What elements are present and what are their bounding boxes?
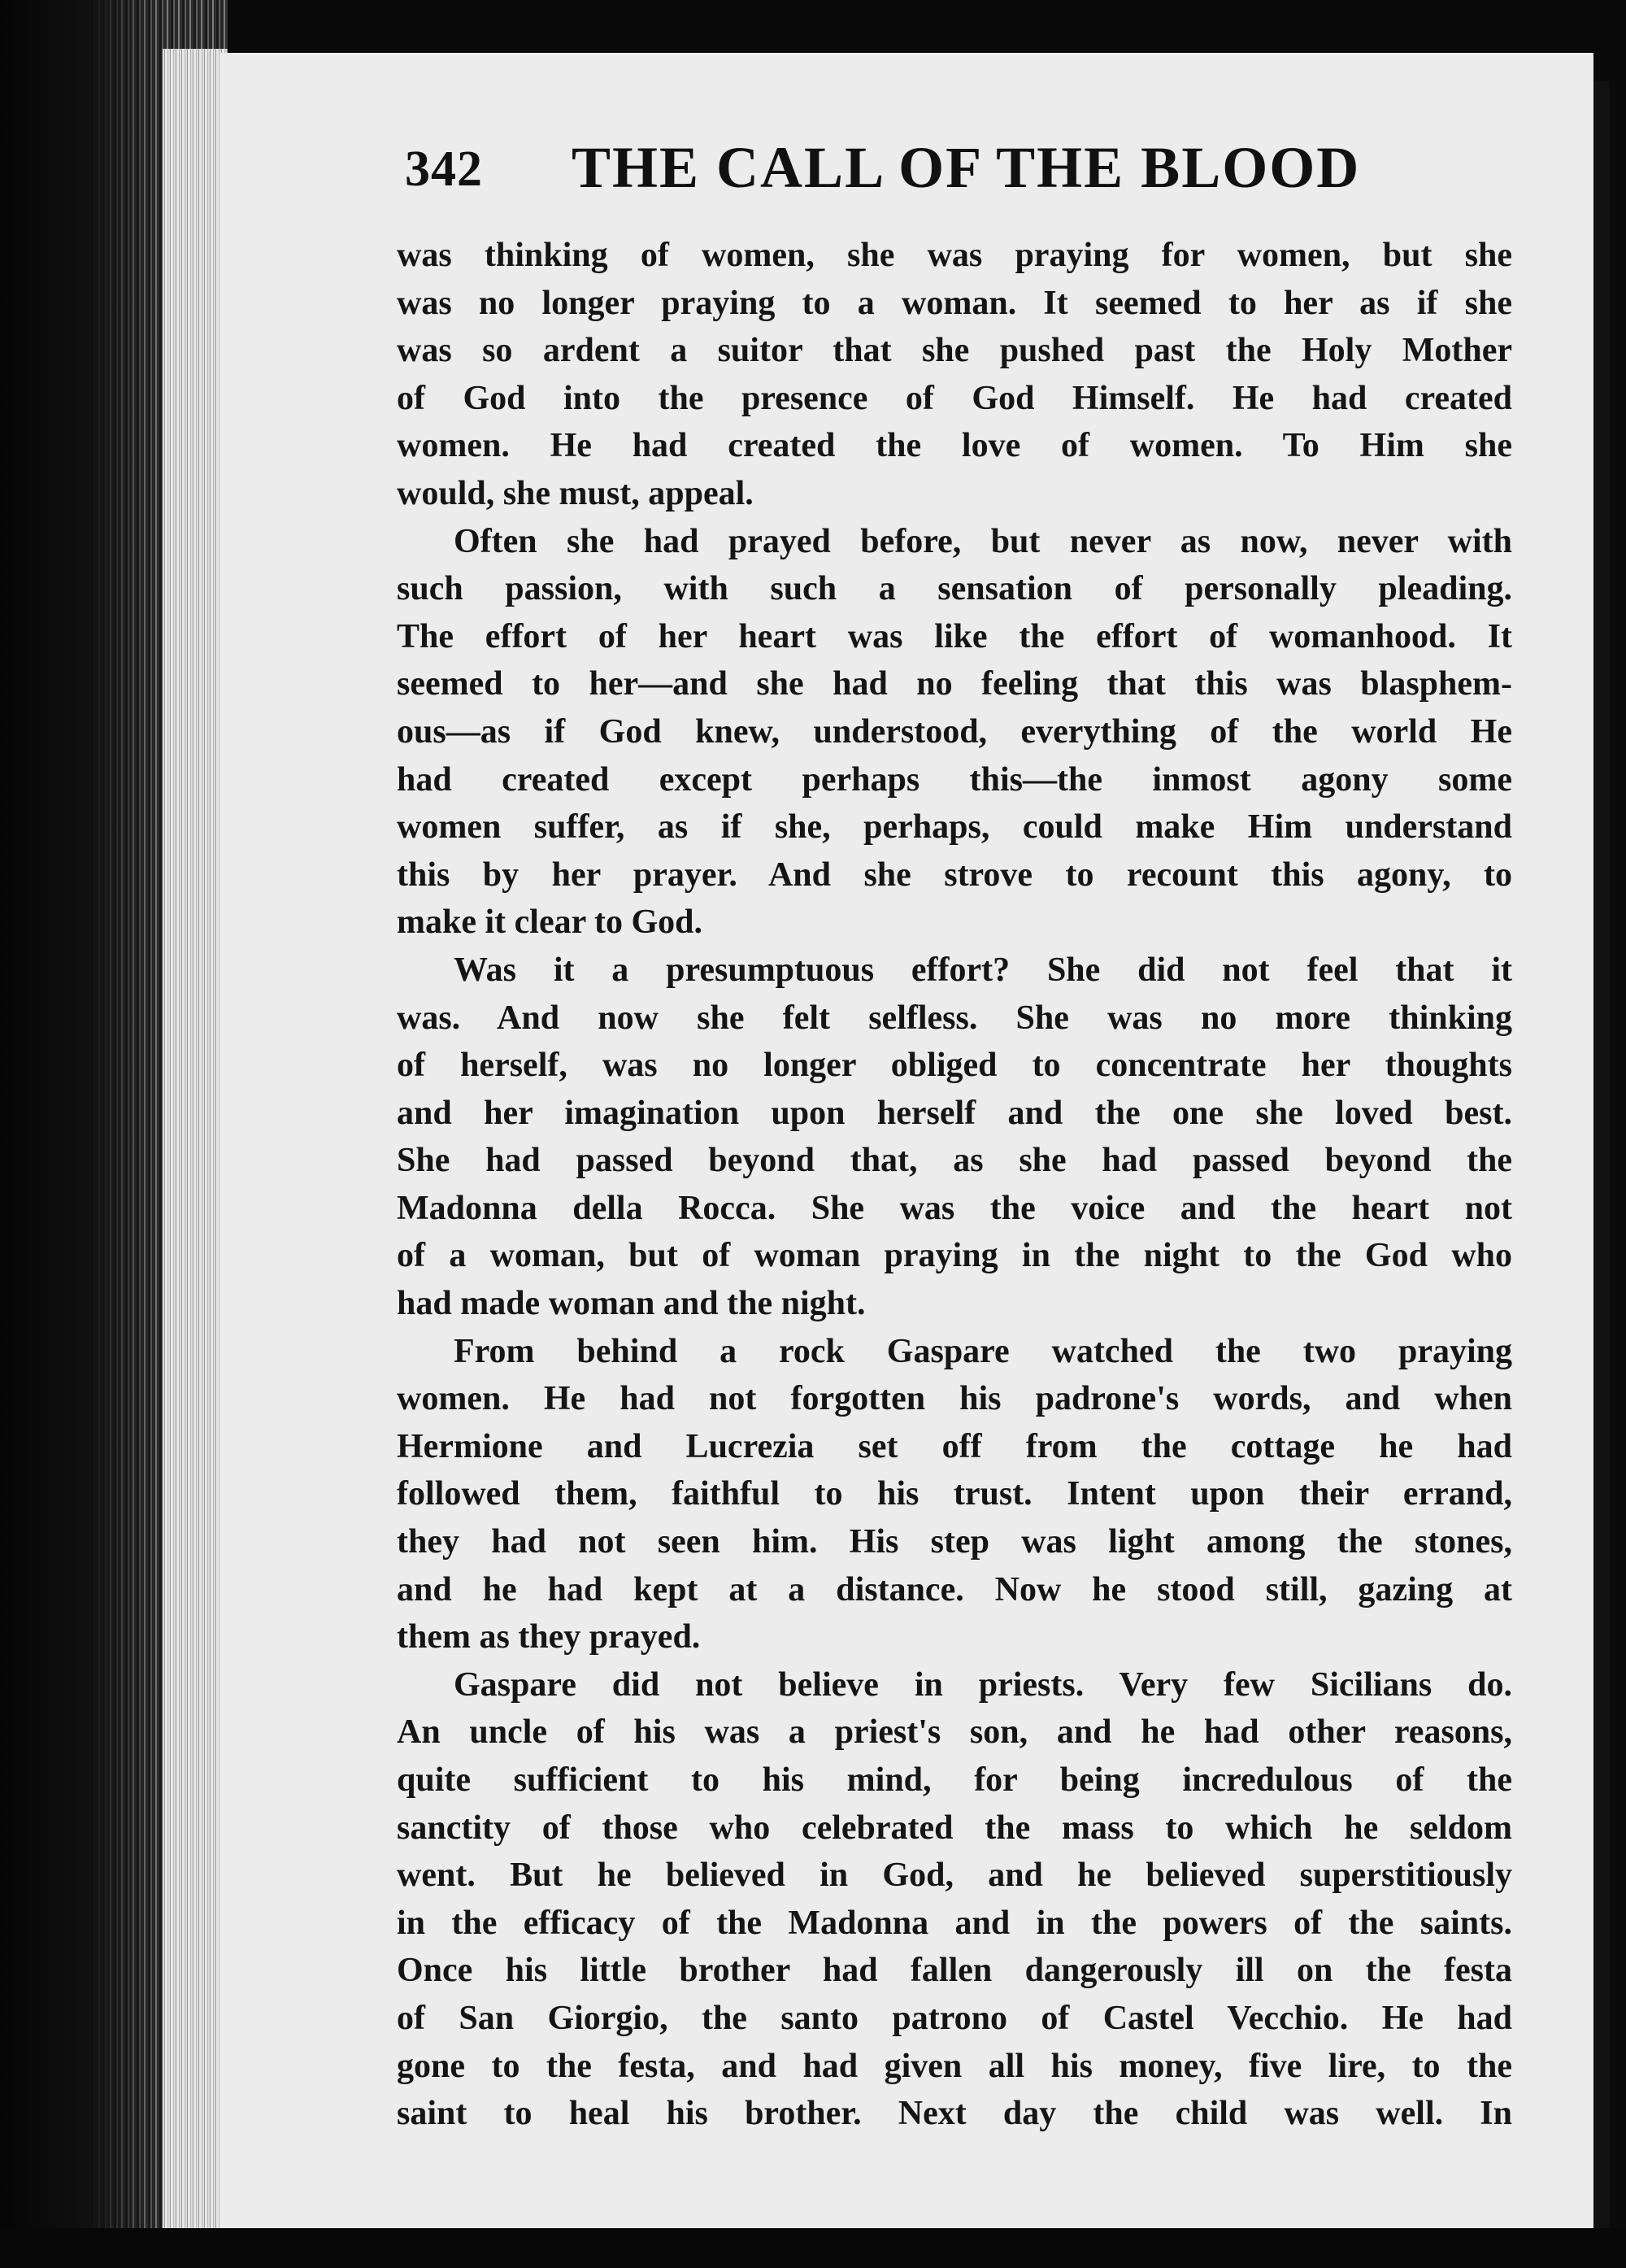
page-number: 342 [405,141,483,197]
text-line: The effort of her heart was like the effort of womanhood. It [397,617,1512,655]
text-line: saint to heal his brother. Next day the child was well. In [397,2095,1512,2133]
text-line: was. And now she felt selfless. She was no more thinking [397,999,1512,1037]
body-text [397,232,1512,2138]
text-line: Once his little brother had fallen dangerously ill on the festa [397,1952,1512,1990]
text-line: was no longer praying to a woman. It seemed to her as if she [397,284,1512,322]
text-line: this by her prayer. And she strove to recount this agony, to [397,855,1512,894]
page-header [405,134,1527,207]
text-line: in the efficacy of the Madonna and in the powers of the saints. [397,1904,1512,1942]
text-line: they had not seen him. His step was light among the stones, [397,1523,1512,1561]
text-line: would, she must, appeal. [397,474,754,512]
text-line: such passion, with such a sensation of personally pleading. [397,570,1512,608]
text-line: make it clear to God. [397,903,702,942]
text-line: ous—as if God knew, understood, everything of the world He [397,712,1512,751]
text-line: She had passed beyond that, as she had passed beyond the [397,1142,1512,1180]
text-line: followed them, faithful to his trust. Intent upon their errand, [397,1475,1512,1513]
page-edges [163,49,228,2228]
text-line: of a woman, but of woman praying in the night to the God who [397,1237,1512,1275]
text-line: Often she had prayed before, but never as now, never with [454,522,1512,560]
binding-shadow [0,0,163,2268]
text-line: Gaspare did not believe in priests. Very few Sicilians do. [454,1665,1512,1704]
bottom-border [0,2228,1626,2268]
text-line: women. He had not forgotten his padrone's words, and when [397,1380,1512,1418]
text-line: had created except perhaps this—the inmost agony some [397,760,1512,799]
text-line: of San Giorgio, the santo patrono of Castel Vecchio. He had [397,1999,1512,2037]
text-line: women. He had created the love of women. To Him she [397,427,1512,465]
right-page-edge [1593,81,1610,2228]
text-line: sanctity of those who celebrated the mass to which he seldom [397,1809,1512,1847]
text-line: gone to the festa, and had given all his money, five lire, to the [397,2047,1512,2085]
text-line: was so ardent a suitor that she pushed past the Holy Mother [397,332,1512,370]
text-line: Was it a presumptuous effort? She did not feel that it [454,951,1512,989]
text-line: An uncle of his was a priest's son, and he had other reasons, [397,1713,1512,1752]
text-line: was thinking of women, she was praying for women, but she [397,237,1512,274]
text-line: seemed to her—and she had no feeling that this was blasphem- [397,665,1512,703]
text-line: went. But he believed in God, and he believed superstitiously [397,1857,1512,1895]
text-line: Madonna della Rocca. She was the voice and the heart not [397,1189,1512,1227]
text-line: women suffer, as if she, perhaps, could make Him understand [397,808,1512,847]
text-line: From behind a rock Gaspare watched the two praying [454,1332,1512,1370]
text-line: of herself, was no longer obliged to concentrate her thoughts [397,1047,1512,1085]
text-line: of God into the presence of God Himself. He had created [397,379,1512,417]
text-line: them as they prayed. [397,1618,701,1656]
running-title: THE CALL OF THE BLOOD [572,135,1361,200]
text-line: had made woman and the night. [397,1285,866,1323]
text-line: and he had kept at a distance. Now he stood still, gazing at [397,1570,1512,1608]
text-line: quite sufficient to his mind, for being incredulous of the [397,1761,1512,1799]
text-line: Hermione and Lucrezia set off from the cottage he had [397,1427,1512,1465]
text-line: and her imagination upon herself and the one she loved best. [397,1094,1512,1132]
